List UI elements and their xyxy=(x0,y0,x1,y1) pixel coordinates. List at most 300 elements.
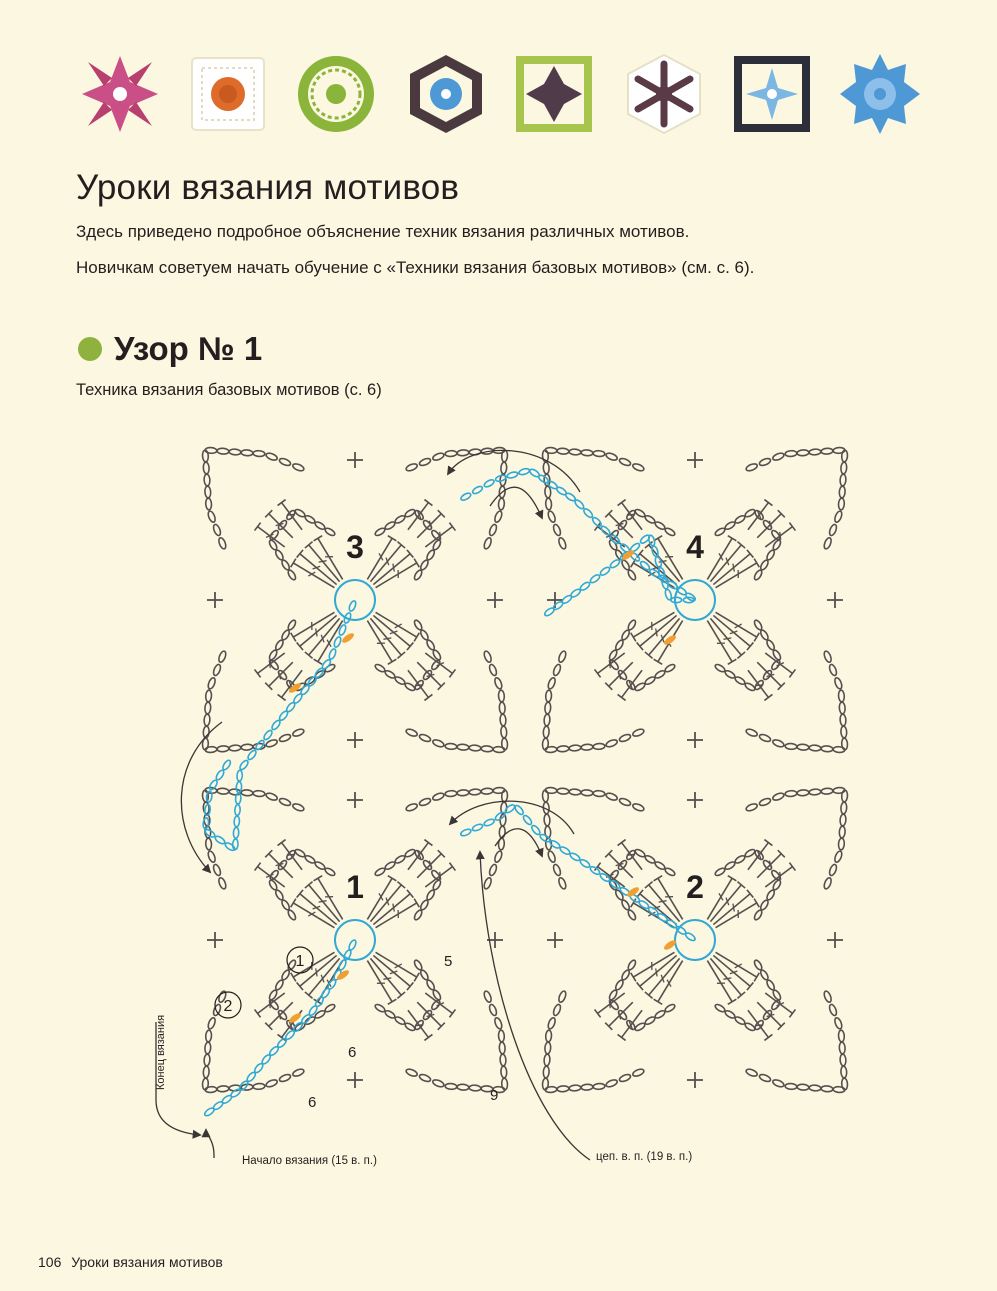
chain-stitch xyxy=(234,816,240,827)
tall-stitch xyxy=(713,615,750,646)
tall-stitch xyxy=(640,955,677,986)
chain-stitch xyxy=(744,1022,756,1032)
chain-stitch xyxy=(591,516,602,527)
chain-stitch xyxy=(404,1022,416,1032)
chain-stitch xyxy=(545,486,551,498)
tall-stitch xyxy=(373,554,410,585)
chain-stitch xyxy=(215,769,225,781)
stitch-crossbar xyxy=(656,968,657,976)
chain-stitch xyxy=(834,677,844,690)
petal-arch xyxy=(714,619,782,692)
chain-stitch xyxy=(759,559,769,571)
chain-stitch xyxy=(494,510,504,523)
chain-stitch xyxy=(828,864,838,877)
tall-stitch xyxy=(658,961,683,1002)
chain-stitch xyxy=(205,1042,211,1054)
motif-number-3: 3 xyxy=(346,529,364,565)
stitch-top xyxy=(754,559,759,568)
chain-stitch xyxy=(753,959,763,971)
chain-stitch xyxy=(281,969,291,981)
chain-stitch xyxy=(644,854,656,864)
chain-stitch xyxy=(445,790,457,796)
stitch-chart xyxy=(202,447,848,1093)
chain-stitch xyxy=(599,566,611,577)
square-four-petal-motif-icon xyxy=(512,52,596,136)
chain-stitch xyxy=(207,677,217,690)
stitch-crossbar xyxy=(319,561,327,562)
chain-stitch xyxy=(809,789,821,795)
tall-stitch xyxy=(300,554,337,585)
petal-arch xyxy=(374,619,442,692)
chain-stitch xyxy=(212,1004,222,1017)
chain-stitch xyxy=(772,792,785,802)
chain-stitch xyxy=(614,889,624,901)
chain-stitch xyxy=(654,861,666,871)
chain-loop xyxy=(202,650,227,750)
chain-stitch xyxy=(314,861,326,871)
chain-stitch xyxy=(483,650,493,663)
chain-stitch xyxy=(671,597,682,602)
chain-stitch xyxy=(617,1009,628,1021)
chain-stitch xyxy=(281,899,291,911)
chain-stitch xyxy=(759,1073,772,1083)
tall-stitch xyxy=(367,878,392,919)
tall-stitch xyxy=(373,615,410,646)
chain-stitch xyxy=(785,743,797,749)
chain-stitch xyxy=(828,1004,838,1017)
chain-stitch xyxy=(281,629,291,641)
chain-stitch xyxy=(205,486,211,498)
chain-stitch xyxy=(724,669,736,679)
chain-loop xyxy=(545,787,645,812)
chain-stitch xyxy=(664,527,676,537)
chain-stitch xyxy=(841,1066,847,1078)
stitch-top xyxy=(618,500,626,506)
chain-loop xyxy=(823,650,848,750)
chain-loop xyxy=(745,728,845,753)
chain-stitch xyxy=(600,525,611,536)
chain-stitch xyxy=(644,514,656,524)
chain-stitch xyxy=(593,790,605,796)
chain-stitch xyxy=(324,527,336,537)
chain-stitch xyxy=(664,867,676,877)
chain-stitch xyxy=(217,448,229,454)
chain-stitch xyxy=(483,537,493,550)
chain-stitch xyxy=(457,744,469,750)
chain-stitch xyxy=(593,450,605,456)
chain-stitch xyxy=(499,702,505,714)
chain-stitch xyxy=(237,770,243,781)
chain-stitch xyxy=(558,650,568,663)
stitch-crossbar xyxy=(383,978,391,979)
chain-stitch xyxy=(205,702,211,714)
chain-stitch xyxy=(271,719,282,731)
chain-stitch xyxy=(839,486,845,498)
stitch-top xyxy=(754,899,759,908)
chain-stitch xyxy=(569,1085,581,1091)
chain-stitch xyxy=(627,569,637,581)
chain-stitch xyxy=(557,788,569,794)
chain-stitch xyxy=(212,664,222,677)
chain-stitch xyxy=(759,457,772,467)
chain-loop xyxy=(205,447,305,472)
chain-stitch xyxy=(627,909,637,921)
chain-loop xyxy=(405,728,505,753)
chain-stitch xyxy=(823,537,833,550)
stitch-top xyxy=(291,633,296,642)
chain-stitch xyxy=(419,969,429,981)
tall-stitch xyxy=(716,563,757,588)
arrow-left xyxy=(181,722,222,872)
chain-stitch xyxy=(744,682,756,692)
stitch-crossbar xyxy=(393,904,394,912)
chain-stitch xyxy=(569,449,581,455)
chain-stitch xyxy=(217,1086,229,1092)
chain-stitch xyxy=(384,669,396,679)
chain-stitch xyxy=(205,1030,211,1042)
chain-stitch xyxy=(552,1004,562,1017)
chain-stitch xyxy=(445,450,457,456)
chain-stitch xyxy=(287,619,297,631)
stitch-top xyxy=(449,1009,455,1017)
chain-stitch xyxy=(797,1084,809,1090)
tall-stitch xyxy=(318,538,343,579)
chain-stitch xyxy=(457,790,469,796)
chain-stitch xyxy=(394,854,406,864)
stitch-top xyxy=(728,536,737,541)
chain-stitch xyxy=(547,677,557,690)
chain-stitch xyxy=(644,676,656,686)
chain-stitch xyxy=(205,838,211,850)
chain-stitch xyxy=(753,619,763,631)
chain-stitch xyxy=(241,744,253,750)
chain-stitch xyxy=(772,1079,785,1089)
chain-stitch xyxy=(547,1017,557,1030)
chain-stitch xyxy=(766,889,776,901)
row-number-5: 5 xyxy=(444,953,453,970)
chain-stitch xyxy=(488,1004,498,1017)
chain-stitch xyxy=(483,990,493,1003)
stitch-top xyxy=(764,1034,772,1040)
chain-stitch xyxy=(619,797,632,807)
chain-stitch xyxy=(217,788,229,794)
stitch-top xyxy=(414,973,419,982)
tall-stitch xyxy=(367,961,392,1002)
chain-stitch xyxy=(581,450,593,456)
chain-stitch xyxy=(218,537,228,550)
tall-stitch xyxy=(293,903,334,928)
chain-stitch xyxy=(277,669,288,681)
stitch-top xyxy=(255,1009,261,1017)
running-title: Уроки вязания мотивов xyxy=(71,1254,223,1270)
tall-stitch xyxy=(649,958,680,995)
chain-stitch xyxy=(426,549,436,561)
stitch-top xyxy=(314,659,323,664)
chain-stitch xyxy=(494,850,504,863)
chain-stitch xyxy=(460,492,472,502)
chain-stitch xyxy=(235,804,241,815)
chain-stitch xyxy=(617,669,628,681)
chain-stitch xyxy=(574,499,585,510)
tall-stitch xyxy=(309,545,340,582)
chain-stitch xyxy=(426,639,436,651)
chain-stitch xyxy=(394,676,406,686)
stitch-top xyxy=(388,536,397,541)
stitch-top xyxy=(595,669,601,677)
chain-stitch xyxy=(274,979,284,991)
tall-stitch xyxy=(373,894,410,925)
stitch-crossbar xyxy=(316,968,317,976)
chain-stitch xyxy=(821,788,833,794)
chain-stitch xyxy=(405,463,418,473)
chain-stitch xyxy=(619,457,632,467)
stitch-top xyxy=(764,840,772,846)
chain-stitch xyxy=(545,690,551,702)
chain-stitch xyxy=(472,485,484,495)
chain-stitch xyxy=(543,1066,549,1078)
chain-stitch xyxy=(759,733,772,743)
tall-stitch xyxy=(658,538,683,579)
chain-stitch xyxy=(547,850,557,863)
chain-stitch xyxy=(394,1016,406,1026)
stitch-top xyxy=(314,536,323,541)
label-chain: цеп. в. п. (19 в. п.) xyxy=(596,1151,693,1163)
chain-stitch xyxy=(834,1017,844,1030)
intro-text-line-2: Новичкам советуем начать обучение с «Техники вязания базовых мотивов» (см. с. 6). xyxy=(76,258,755,277)
chain-stitch xyxy=(605,792,618,802)
chain-stitch xyxy=(828,524,838,537)
chain-stitch xyxy=(394,514,406,524)
chain-stitch xyxy=(419,1073,432,1083)
chain-stitch xyxy=(384,1009,396,1019)
tall-stitch xyxy=(633,952,674,977)
label-start-of-work: Начало вязания (15 в. п.) xyxy=(242,1155,377,1167)
arrow-top-inner xyxy=(490,487,542,518)
chain-stitch xyxy=(772,739,785,749)
chain-stitch xyxy=(207,510,217,523)
page-footer xyxy=(38,1254,223,1270)
stitch-top xyxy=(414,633,419,642)
chain-stitch xyxy=(545,1042,551,1054)
chain-stitch xyxy=(500,714,506,726)
section-title xyxy=(78,330,262,368)
chain-stitch xyxy=(766,549,776,561)
chain-stitch xyxy=(422,859,433,871)
chain-stitch xyxy=(569,745,581,751)
stitch-crossbar xyxy=(733,564,734,572)
stitch-top xyxy=(414,899,419,908)
label-end-of-work: Конец вязания xyxy=(155,1014,167,1090)
chain-stitch xyxy=(292,803,305,813)
stitch-top xyxy=(388,659,397,664)
petal-arch xyxy=(374,508,442,581)
chain-stitch xyxy=(405,803,418,813)
chain-stitch xyxy=(828,664,838,677)
chain-stitch xyxy=(483,877,493,890)
chain-stitch xyxy=(457,1084,469,1090)
chain-stitch xyxy=(634,682,646,692)
chain-stitch xyxy=(328,648,337,660)
chain-stitch xyxy=(404,682,416,692)
chain-stitch xyxy=(744,508,756,518)
chain-stitch xyxy=(279,1073,292,1083)
chain-stitch xyxy=(432,1079,445,1089)
chain-stitch xyxy=(281,559,291,571)
section-title-text: Узор № 1 xyxy=(114,330,263,367)
chain-stitch xyxy=(265,452,278,462)
chain-stitch xyxy=(839,826,845,838)
chain-stitch xyxy=(632,1068,645,1078)
motif-number-1: 1 xyxy=(346,869,364,905)
stitch-top xyxy=(449,523,455,531)
row-number-9: 9 xyxy=(490,1087,499,1104)
stitch-top xyxy=(754,973,759,982)
stitch-top xyxy=(754,633,759,642)
chain-stitch xyxy=(413,959,423,971)
chain-stitch xyxy=(212,524,222,537)
chain-stitch xyxy=(422,519,433,531)
chain-stitch xyxy=(744,848,756,858)
chain-stitch xyxy=(426,979,436,991)
chain-stitch xyxy=(217,746,229,752)
chain-stitch xyxy=(797,450,809,456)
chain-stitch xyxy=(498,690,504,702)
chain-stitch xyxy=(581,790,593,796)
motif-chart-1 xyxy=(202,447,508,753)
tall-stitch xyxy=(293,612,334,637)
tall-stitch xyxy=(300,615,337,646)
chain-stitch xyxy=(841,462,847,474)
chain-stitch xyxy=(405,1068,418,1078)
chain-stitch xyxy=(469,789,481,795)
chain-stitch xyxy=(432,792,445,802)
chain-loop xyxy=(542,650,567,750)
chain-stitch xyxy=(766,979,776,991)
tall-stitch xyxy=(318,621,343,662)
chain-stitch xyxy=(714,867,726,877)
chain-stitch xyxy=(374,527,386,537)
chain-loop xyxy=(542,990,567,1090)
chain-stitch xyxy=(614,639,624,651)
highlight-ring xyxy=(335,580,375,620)
chain-stitch xyxy=(218,877,228,890)
stitch-crossbar xyxy=(316,628,317,636)
chain-stitch xyxy=(321,658,332,670)
round-flower-motif-icon xyxy=(294,52,378,136)
tall-stitch xyxy=(318,878,343,919)
chain-stitch xyxy=(488,664,498,677)
chain-stitch xyxy=(734,676,746,686)
chain-stitch xyxy=(413,619,423,631)
stitch-top xyxy=(789,1009,795,1017)
chain-stitch xyxy=(501,1066,507,1078)
petal-arch xyxy=(608,508,676,581)
tall-stitch xyxy=(710,885,741,922)
stitch-top xyxy=(789,669,795,677)
chain-stitch xyxy=(277,1009,288,1021)
chain-loop xyxy=(483,650,508,750)
chain-stitch xyxy=(432,739,445,749)
chain-stitch xyxy=(265,1079,278,1089)
chain-stitch xyxy=(333,636,342,648)
stitch-top xyxy=(618,840,626,846)
chain-stitch xyxy=(500,814,506,826)
chain-stitch xyxy=(384,521,396,531)
chain-stitch xyxy=(557,448,569,454)
stitch-top xyxy=(764,694,772,700)
chain-stitch xyxy=(809,1085,821,1091)
stitch-top xyxy=(314,876,323,881)
chain-stitch xyxy=(404,508,416,518)
chain-stitch xyxy=(644,1016,656,1026)
chain-stitch xyxy=(469,1085,481,1091)
stitch-top xyxy=(278,840,286,846)
chain-stitch xyxy=(839,1042,845,1054)
chain-stitch xyxy=(558,990,568,1003)
stitch-top xyxy=(618,694,626,700)
chain-stitch xyxy=(274,889,284,901)
chain-stitch xyxy=(204,714,210,726)
chain-stitch xyxy=(838,1030,844,1042)
stitch-top xyxy=(654,999,663,1004)
stitch-crossbar xyxy=(733,904,734,912)
chain-stitch xyxy=(714,663,726,673)
chain-stitch xyxy=(481,746,493,752)
chain-stitch xyxy=(823,650,833,663)
chain-stitch xyxy=(304,854,316,864)
chain-stitch xyxy=(432,452,445,462)
chain-stitch xyxy=(599,872,611,883)
chain-stitch xyxy=(823,990,833,1003)
chain-stitch xyxy=(214,835,226,845)
chain-stitch xyxy=(834,850,844,863)
chain-stitch xyxy=(619,733,632,743)
hexagon-snowflake-motif-icon xyxy=(622,52,706,136)
stitch-top xyxy=(291,899,296,908)
chain-loop xyxy=(205,728,305,753)
chain-stitch xyxy=(294,848,306,858)
chain-stitch xyxy=(419,629,429,641)
tall-stitch xyxy=(713,554,750,585)
chain-stitch xyxy=(809,449,821,455)
chain-stitch xyxy=(581,744,593,750)
chain-stitch xyxy=(627,619,637,631)
chain-stitch xyxy=(488,524,498,537)
chain-stitch xyxy=(664,663,676,673)
chain-loop xyxy=(823,990,848,1090)
chain-stitch xyxy=(522,814,533,826)
chain-stitch xyxy=(426,889,436,901)
chain-stitch xyxy=(627,959,637,971)
stitch-top xyxy=(424,1034,432,1040)
chain-stitch xyxy=(212,864,222,877)
tall-stitch xyxy=(707,621,732,662)
stitch-top xyxy=(654,876,663,881)
stitch-top xyxy=(414,559,419,568)
motif-number-4: 4 xyxy=(686,529,704,565)
stitch-top xyxy=(654,659,663,664)
chain-stitch xyxy=(821,1086,833,1092)
chain-stitch xyxy=(724,521,736,531)
stitch-top xyxy=(424,840,432,846)
chain-stitch xyxy=(745,463,758,473)
stitch-top xyxy=(255,669,261,677)
page-title: Уроки вязания мотивов xyxy=(76,168,460,207)
tall-stitch xyxy=(710,958,741,995)
chain-stitch xyxy=(413,909,423,921)
petal-arch xyxy=(608,619,676,692)
chain-stitch xyxy=(559,846,571,856)
